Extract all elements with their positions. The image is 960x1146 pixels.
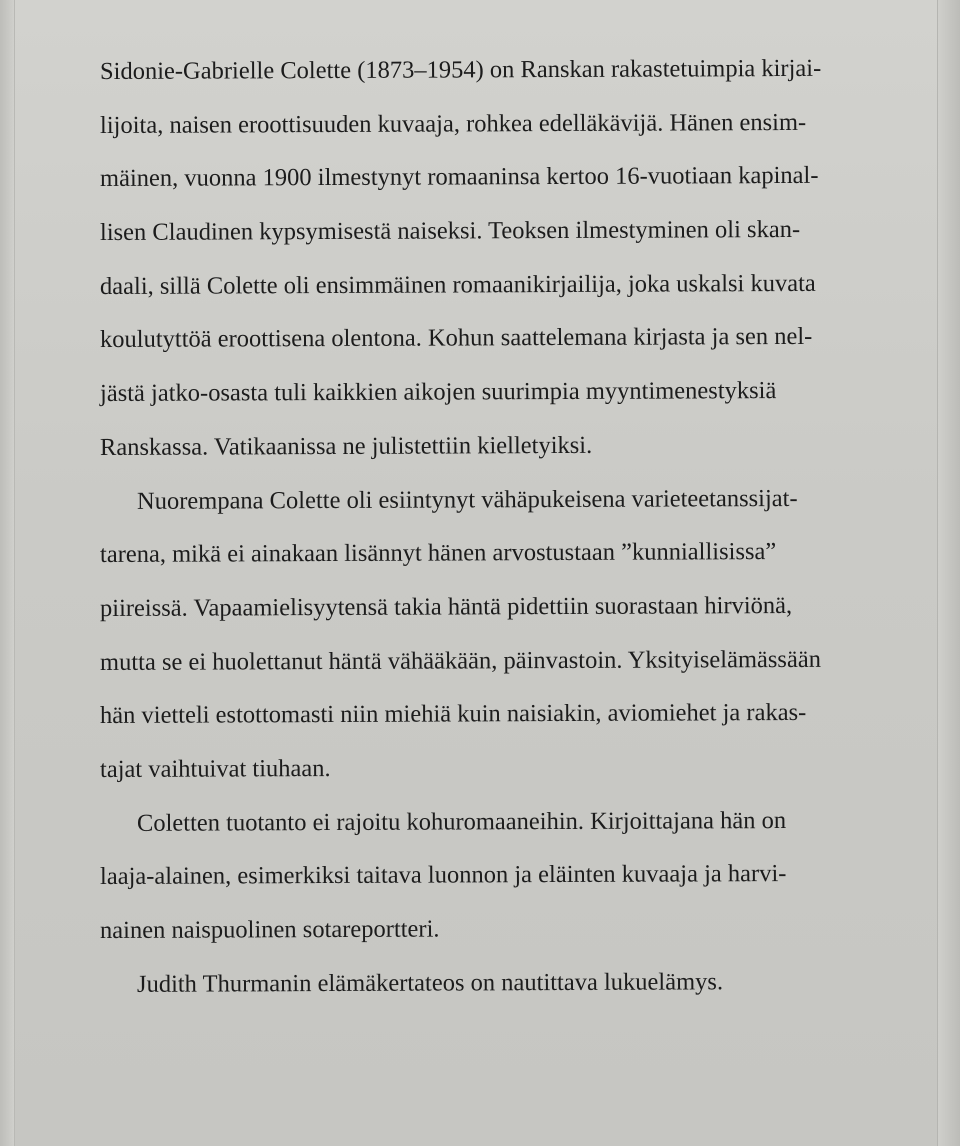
text-line: Coletten tuotanto ei rajoitu kohuromaaneihin. Kirjoittajana hän on [136,806,787,837]
text-line: Nuorempana Colette oli esiintynyt vähäpukeisena varieteetanssijat- [136,484,798,515]
text-line: laaja-alainen, esimerkiksi taitava luonnon ja eläinten kuvaaja ja harvi- [99,860,787,891]
page-edge-left [0,0,15,1146]
text-line: mutta se ei huolettanut häntä vähääkään, päinvastoin. Yksityiselämässään [99,645,822,676]
text-line: lijoita, naisen eroottisuuden kuvaaja, rohkea edelläkävijä. Hänen ensim- [99,108,807,139]
text-line: tajat vaihtuivat tiuhaan. [99,754,331,783]
text-line: tarena, mikä ei ainakaan lisännyt hänen arvostustaan ”kunniallisissa” [99,538,777,569]
paragraph-2 [100,475,870,797]
text-line: piireissä. Vapaamielisyytensä takia häntä pidettiin suorastaan hirviönä, [99,591,793,622]
text-line: nainen naispuolinen sotareportteri. [99,915,440,944]
text-line: koulutyttöä eroottisena olentona. Kohun saattelemana kirjasta ja sen nel- [99,323,813,354]
text-line: daali, sillä Colette oli ensimmäinen romaanikirjailija, joka uskalsi kuvata [99,269,816,300]
text-line: mäinen, vuonna 1900 ilmestynyt romaaninsa kertoo 16-vuotiaan kapinal- [99,162,819,193]
blurb-text [100,45,870,1011]
paragraph-1 [100,45,870,475]
paragraph-3 [100,797,870,958]
text-line: Ranskassa. Vatikaanissa ne julistettiin kielletyiksi. [99,431,593,461]
text-line: hän vietteli estottomasti niin miehiä kuin naisiakin, aviomiehet ja rakas- [99,699,807,730]
page-edge-right [937,0,960,1146]
text-line: Judith Thurmanin elämäkertateos on nautittava lukuelämys. [136,967,724,998]
text-line: Sidonie-Gabrielle Colette (1873–1954) on Ranskan rakastetuimpia kirjai- [99,54,822,85]
text-line: lisen Claudinen kypsymisestä naiseksi. Teoksen ilmestyminen oli skan- [99,216,801,247]
paragraph-4 [100,958,870,1012]
text-line: jästä jatko-osasta tuli kaikkien aikojen suurimpia myyntimenestyksiä [99,377,777,408]
